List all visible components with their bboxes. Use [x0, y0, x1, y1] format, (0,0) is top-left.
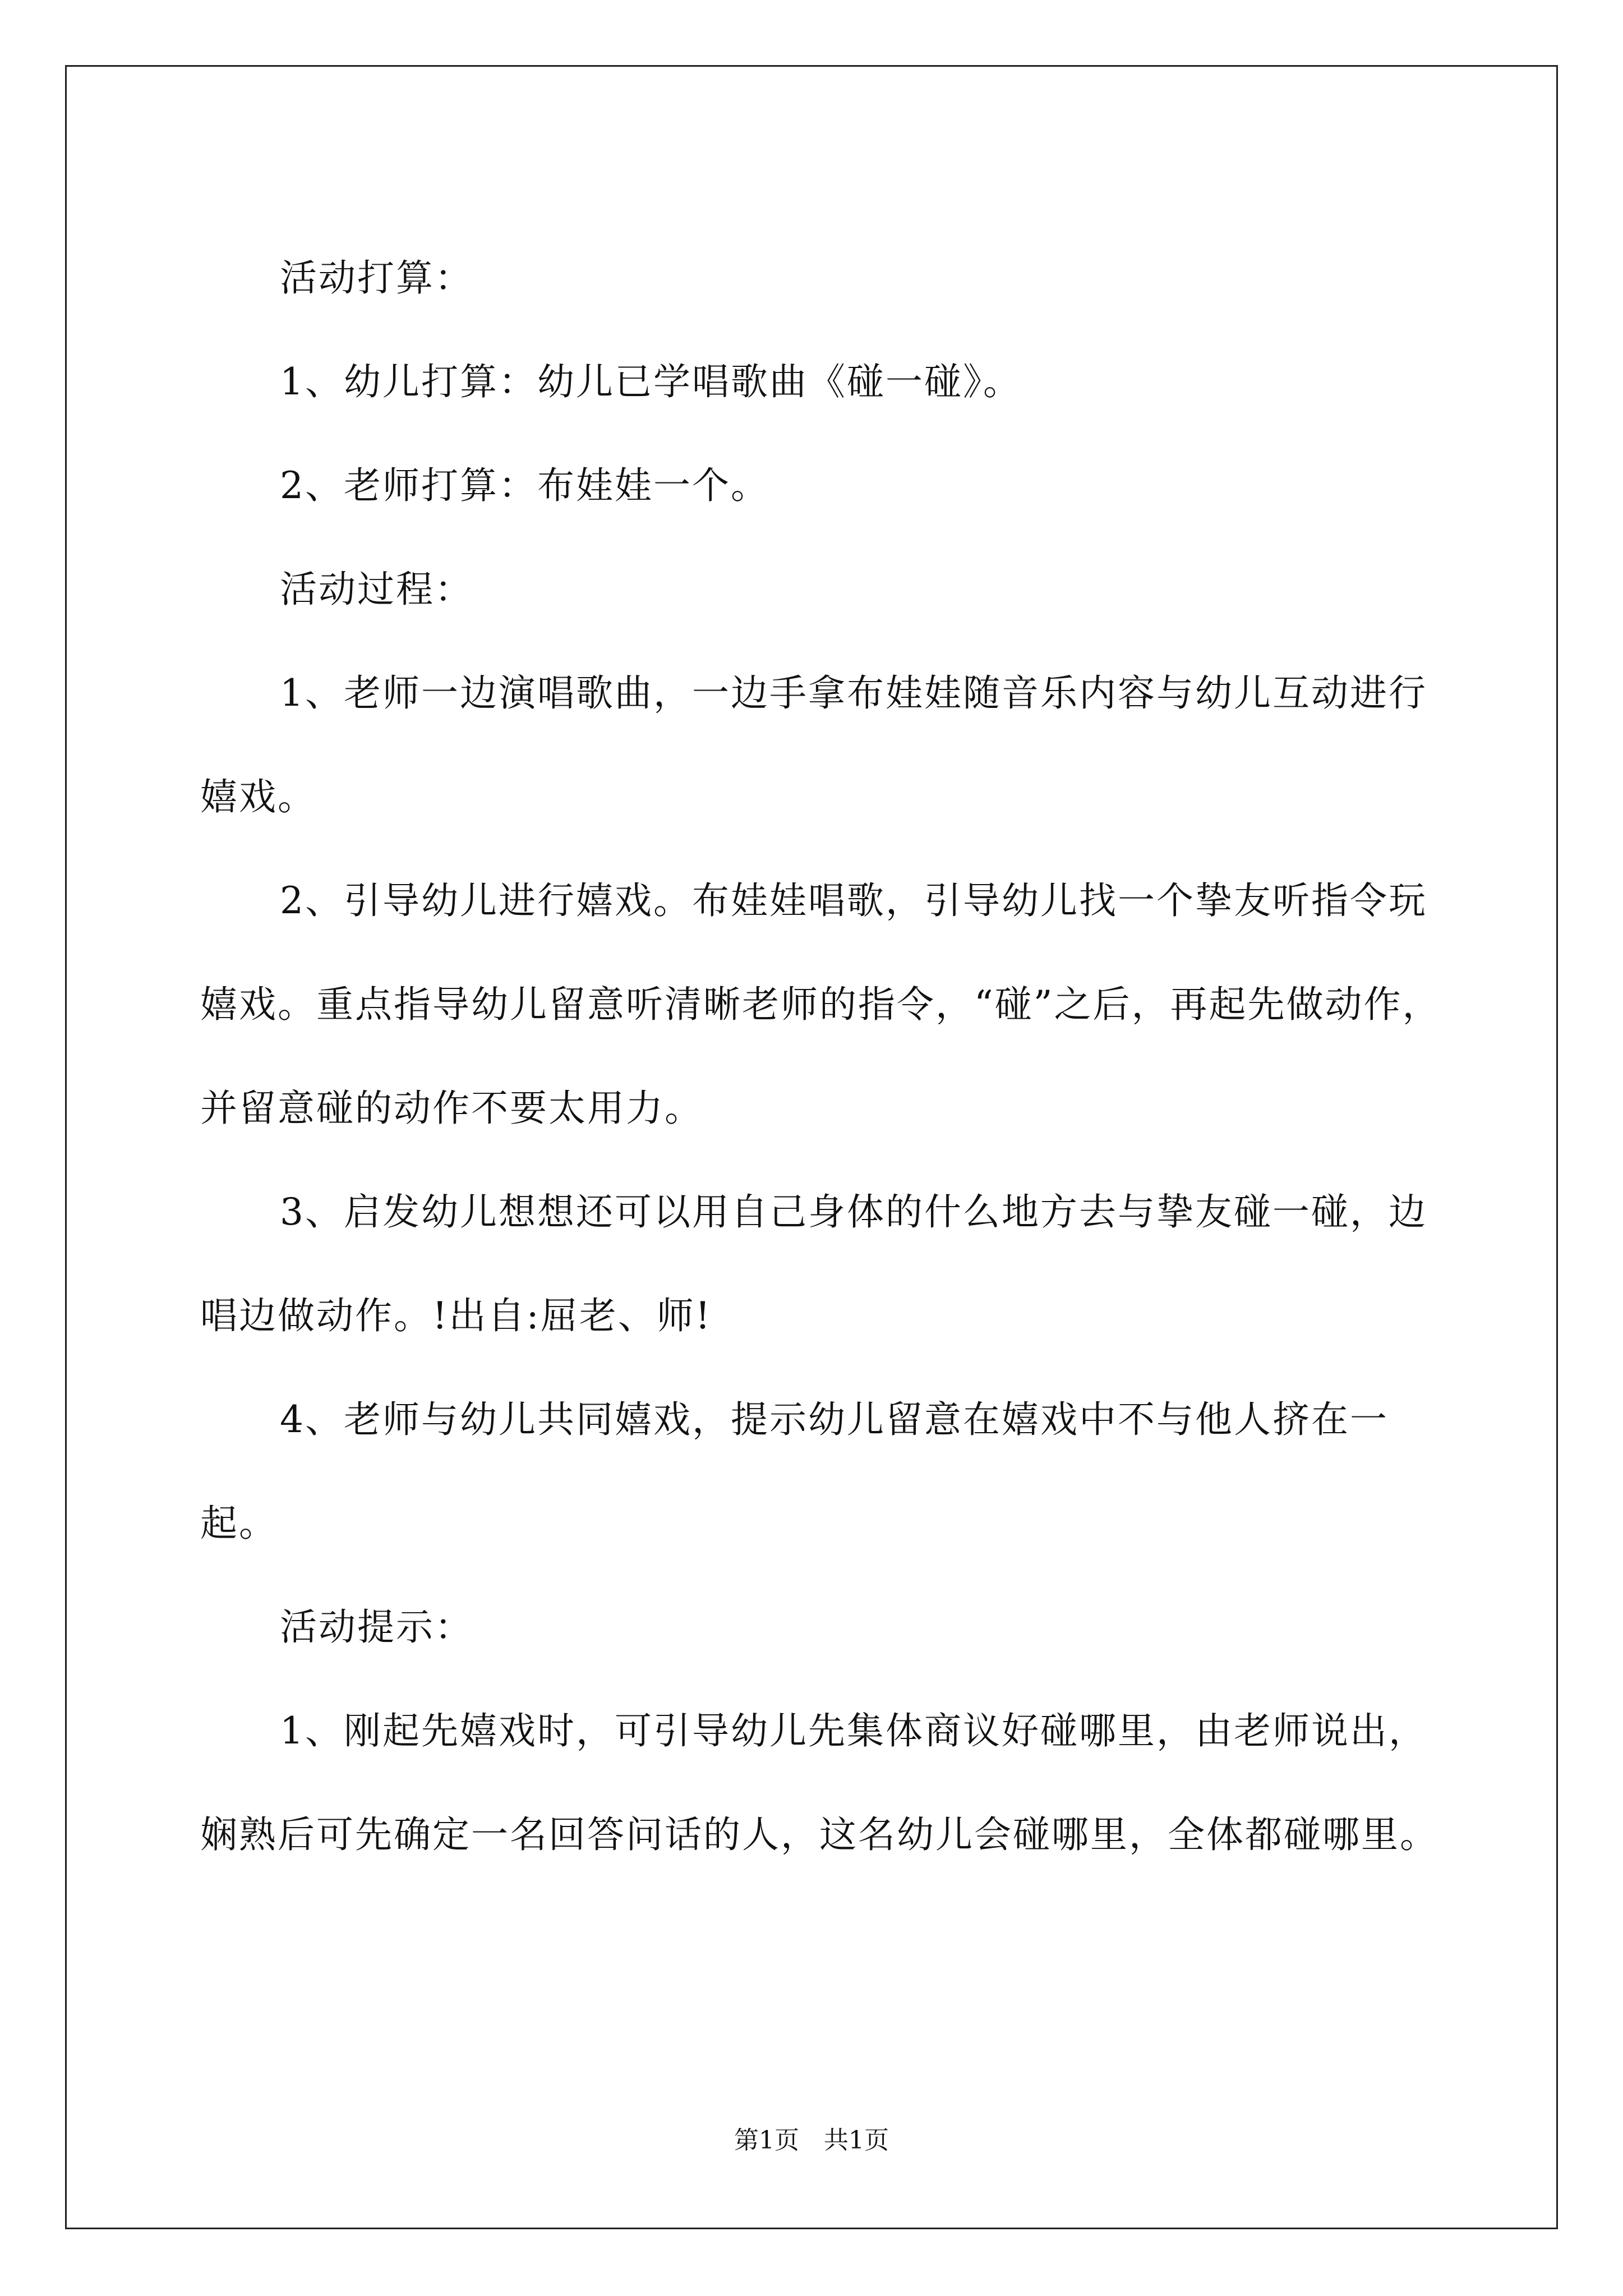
paragraph-process-step-3: 3、启发幼儿想想还可以用自己身体的什么地方去与挚友碰一碰，边唱边做动作。!出自:屈老、师!	[200, 1190, 1427, 1337]
page-number: 第1页 共1页	[734, 2126, 889, 2155]
paragraph-process-step-1: 1、老师一边演唱歌曲，一边手拿布娃娃随音乐内容与幼儿互动进行嬉戏。	[200, 671, 1427, 818]
paragraph-process-step-4: 4、老师与幼儿共同嬉戏，提示幼儿留意在嬉戏中不与他人挤在一起。	[200, 1398, 1389, 1545]
paragraph-activity-process-heading: 活动过程：	[280, 568, 473, 611]
page-footer	[0, 2124, 1623, 2157]
paragraph-tip-1: 1、刚起先嬉戏时，可引导幼儿先集体商议好碰哪里，由老师说出，娴熟后可先确定一名回答问话的人，这名幼儿会碰哪里，全体都碰哪里。	[200, 1709, 1438, 1856]
paragraph-child-preparation: 1、幼儿打算：幼儿已学唱歌曲《碰一碰》。	[280, 360, 1022, 403]
paragraph-activity-preparation-heading: 活动打算：	[280, 256, 473, 300]
document-body	[200, 226, 1451, 1887]
paragraph-activity-tips-heading: 活动提示：	[280, 1605, 473, 1649]
paragraph-process-step-2: 2、引导幼儿进行嬉戏。布娃娃唱歌，引导幼儿找一个挚友听指令玩嬉戏。重点指导幼儿留意听清晰老师的指令，“碰”之后，再起先做动作，并留意碰的动作不要太用力。	[200, 879, 1441, 1130]
paragraph-teacher-preparation: 2、老师打算：布娃娃一个。	[280, 464, 769, 507]
